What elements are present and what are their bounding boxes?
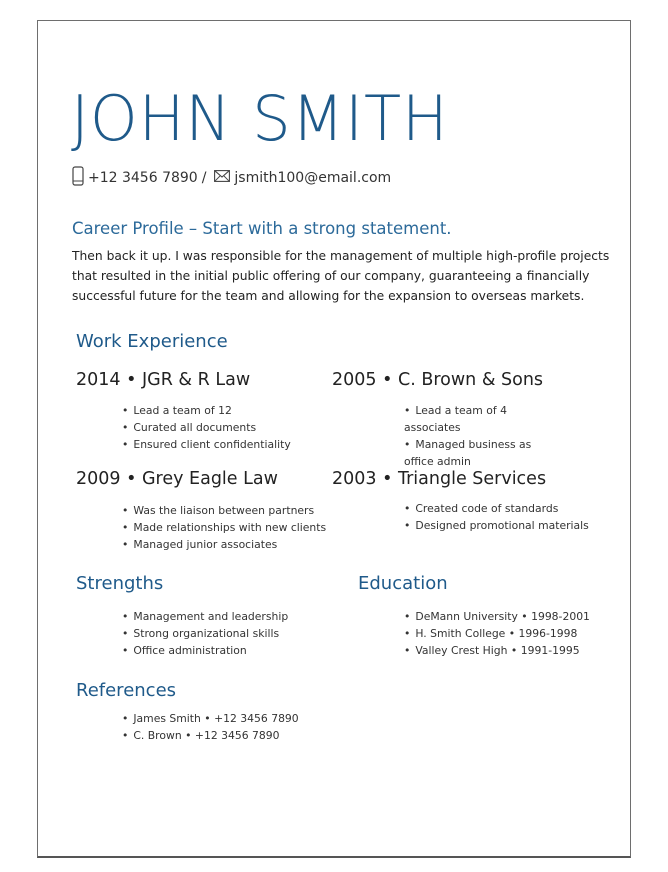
list-item: • Was the liaison between partners	[122, 502, 326, 519]
list-item: • Created code of standards	[404, 500, 589, 517]
list-item: • H. Smith College • 1996-1998	[404, 625, 590, 642]
references-title: References	[76, 680, 177, 701]
list-item: • Lead a team of 12	[122, 402, 291, 419]
list-item: • Designed promotional materials	[404, 517, 589, 534]
work-experience-title: Work Experience	[76, 331, 228, 352]
list-item: • Managed junior associates	[122, 536, 326, 553]
list-item: • C. Brown • +12 3456 7890	[122, 727, 299, 744]
list-item: • Lead a team of 4 associates	[404, 402, 554, 436]
contact-line	[72, 166, 391, 190]
strengths-title: Strengths	[76, 573, 164, 594]
list-item: • Ensured client confidentiality	[122, 436, 291, 453]
job-heading: 2003 • Triangle Services	[332, 469, 547, 489]
education-list	[404, 608, 590, 659]
career-profile-text: Then back it up. I was responsible for the management of multiple high-profile projects that resulted in the initial public offering of our company, guaranteeing a financially successful future for the team and allowing for the expansion to overseas markets.	[72, 249, 610, 303]
list-item: • DeMann University • 1998-2001	[404, 608, 590, 625]
job-bullets	[404, 402, 554, 470]
strengths-list	[122, 608, 288, 659]
list-item: • Managed business as office admin	[404, 436, 554, 470]
job-heading: 2005 • C. Brown & Sons	[332, 370, 544, 390]
job-bullets	[122, 502, 326, 553]
list-item: • Curated all documents	[122, 419, 291, 436]
list-item: • Strong organizational skills	[122, 625, 288, 642]
career-profile-title: Career Profile – Start with a strong statement.	[72, 219, 452, 238]
job-bullets	[404, 500, 589, 534]
mobile-phone-icon	[72, 166, 84, 190]
list-item: • Valley Crest High • 1991-1995	[404, 642, 590, 659]
resume-name: JOHN SMITH	[71, 82, 449, 155]
job-heading: 2014 • JGR & R Law	[76, 370, 251, 390]
envelope-icon	[214, 170, 230, 186]
email-address[interactable]: jsmith100@email.com	[234, 170, 392, 186]
list-item: • James Smith • +12 3456 7890	[122, 710, 299, 727]
phone-number: +12 3456 7890	[88, 170, 198, 186]
references-list	[122, 710, 299, 744]
contact-separator: /	[201, 170, 207, 186]
list-item: • Made relationships with new clients	[122, 519, 326, 536]
job-heading: 2009 • Grey Eagle Law	[76, 469, 278, 489]
list-item: • Management and leadership	[122, 608, 288, 625]
job-bullets	[122, 402, 291, 453]
education-title: Education	[358, 573, 448, 594]
list-item: • Office administration	[122, 642, 288, 659]
